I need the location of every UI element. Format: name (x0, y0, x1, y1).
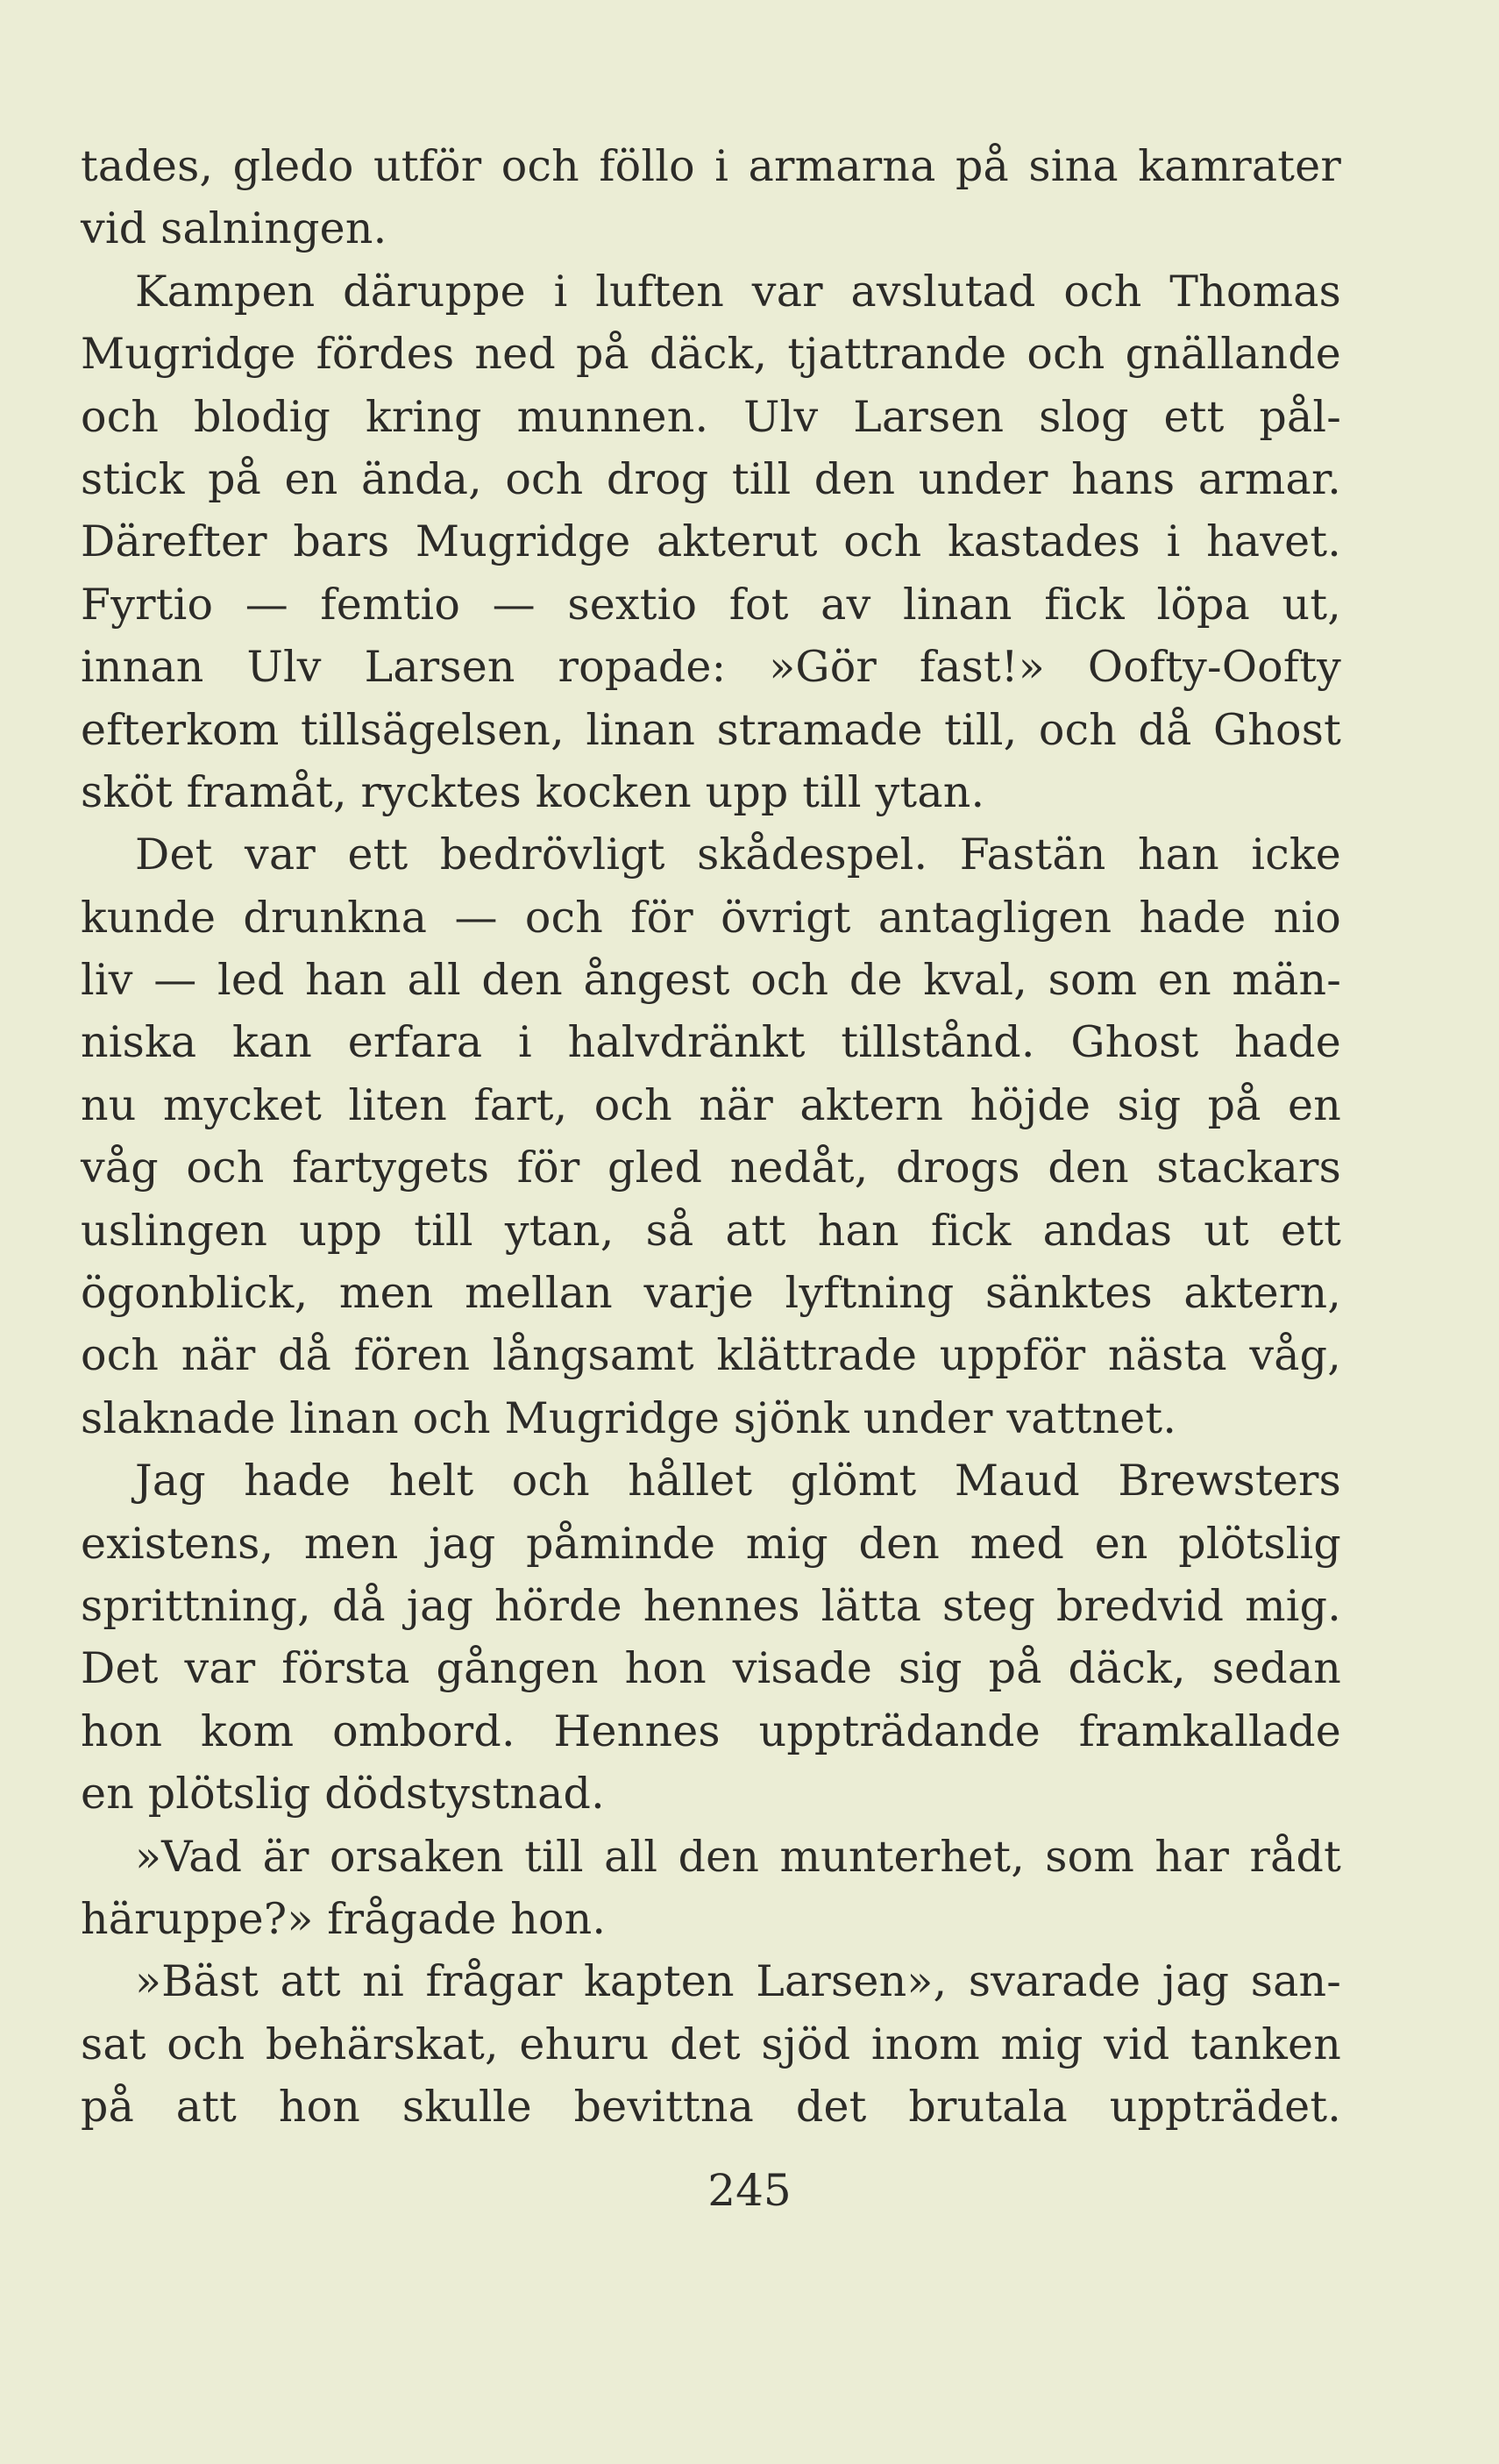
text-line: uslingen upp till ytan, så att han fick andas ut ett (81, 1205, 1341, 1256)
text-line: liv — led han all den ångest och de kval, som en män- (81, 955, 1341, 1006)
text-line: Det var första gången hon visade sig på däck, sedan (81, 1643, 1341, 1694)
text-line: Fyrtio — femtio — sextio fot av linan fick löpa ut, (81, 579, 1341, 630)
text-line: tades, gledo utför och föllo i armarna på sina kamrater (81, 141, 1341, 191)
text-line: våg och fartygets för gled nedåt, drogs den stackars (81, 1143, 1341, 1193)
text-line: »Vad är orsaken till all den munterhet, som har rådt (135, 1831, 1341, 1882)
text-line: och blodig kring munnen. Ulv Larsen slog ett pål- (81, 391, 1341, 442)
text-line: en plötslig dödstystnad. (81, 1769, 605, 1820)
text-line: Jag hade helt och hållet glömt Maud Brewsters (135, 1456, 1341, 1506)
text-line: sprittning, då jag hörde hennes lätta steg bredvid mig. (81, 1580, 1341, 1631)
text-line: sköt framåt, rycktes kocken upp till ytan. (81, 766, 985, 817)
body-text (81, 135, 1341, 2139)
text-line: »Bäst att ni frågar kapten Larsen», svarade jag san- (135, 1956, 1341, 2007)
text-line: niska kan erfara i halvdränkt tillstånd. Ghost hade (81, 1017, 1341, 1068)
text-line: på att hon skulle bevittna det brutala uppträdet. (81, 2082, 1341, 2133)
text-line: Det var ett bedrövligt skådespel. Fastän han icke (135, 830, 1341, 880)
text-line: existens, men jag påminde mig den med en plötslig (81, 1518, 1341, 1569)
text-line: hon kom ombord. Hennes uppträdande framkallade (81, 1706, 1341, 1756)
text-line: kunde drunkna — och för övrigt antagligen hade nio (81, 892, 1341, 943)
text-line: sat och behärskat, ehuru det sjöd inom mig vid tanken (81, 2019, 1341, 2069)
text-line: häruppe?» frågade hon. (81, 1893, 607, 1944)
text-line: Kampen däruppe i luften var avslutad och Thomas (135, 266, 1341, 317)
text-line: och när då fören långsamt klättrade uppför nästa våg, (81, 1330, 1341, 1381)
text-line: vid salningen. (81, 203, 387, 254)
text-line: innan Ulv Larsen ropade: »Gör fast!» Oofty-Oofty (81, 642, 1341, 693)
text-line: nu mycket liten fart, och när aktern höjde sig på en (81, 1079, 1341, 1130)
page-number: 245 (707, 2165, 792, 2216)
text-line: Mugridge fördes ned på däck, tjattrande och gnällande (81, 329, 1341, 380)
text-line: efterkom tillsägelsen, linan stramade till, och då Ghost (81, 704, 1341, 755)
text-line: stick på en ända, och drog till den under hans armar. (81, 453, 1341, 504)
text-line: Därefter bars Mugridge akterut och kastades i havet. (81, 516, 1341, 567)
text-line: ögonblick, men mellan varje lyftning sänktes aktern, (81, 1268, 1341, 1319)
text-line: slaknade linan och Mugridge sjönk under vattnet. (81, 1392, 1177, 1443)
